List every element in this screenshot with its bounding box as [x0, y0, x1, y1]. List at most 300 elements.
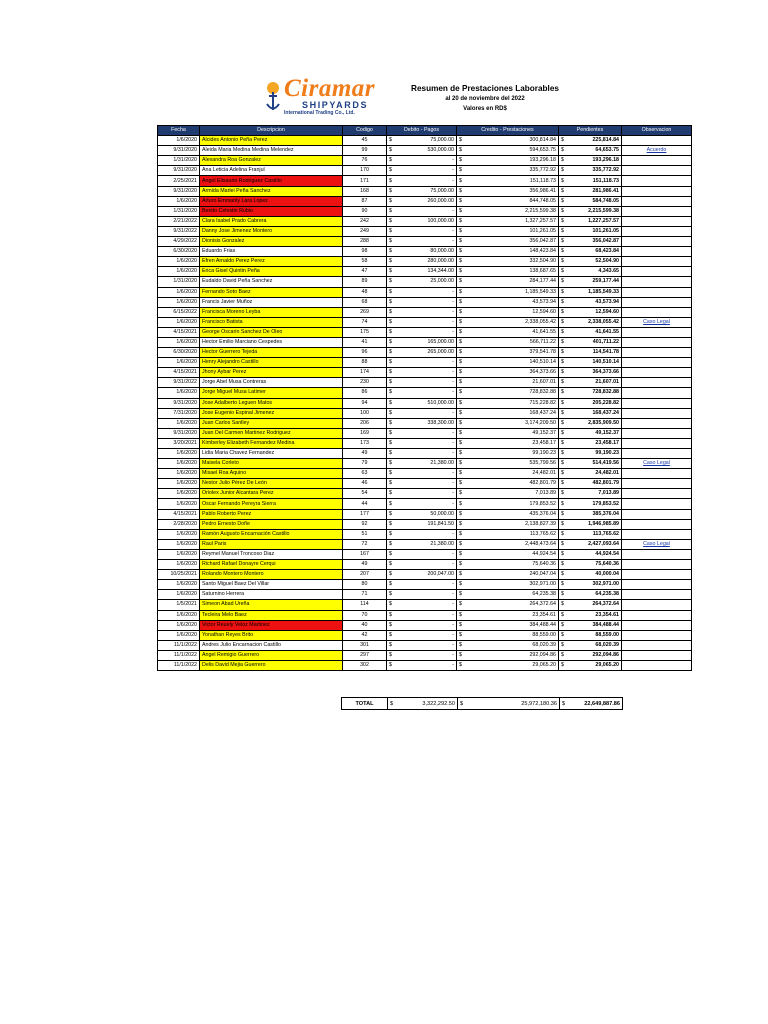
cell-debito-symbol: $: [387, 489, 395, 499]
cell-pendientes-symbol: $: [559, 539, 567, 549]
table-row: [158, 287, 692, 297]
cell-pendientes-symbol: $: [559, 640, 567, 650]
cell-debito: -: [395, 358, 457, 368]
cell-codigo: 174: [343, 368, 387, 378]
cell-descripcion: Tecleira Melo Baez: [200, 610, 343, 620]
cell-pendientes: 193,296.18: [567, 156, 622, 166]
cell-credito: 435,376.04: [465, 509, 559, 519]
cell-credito: 193,296.18: [465, 156, 559, 166]
cell-observacion: [622, 660, 692, 670]
table-row: [158, 620, 692, 630]
cell-credito-symbol: $: [457, 418, 465, 428]
cell-fecha: 2/21/2022: [158, 216, 200, 226]
cell-debito-symbol: $: [387, 509, 395, 519]
table-row: [158, 630, 692, 640]
cell-credito-symbol: $: [457, 549, 465, 559]
cell-fecha: 2/25/2021: [158, 176, 200, 186]
cell-descripcion: Alcides Antonio Peña Perez: [200, 136, 343, 146]
cell-debito: -: [395, 378, 457, 388]
cell-credito-symbol: $: [457, 620, 465, 630]
table-row: [158, 418, 692, 428]
cell-fecha: 6/15/2022: [158, 307, 200, 317]
cell-debito-symbol: $: [387, 620, 395, 630]
cell-debito-symbol: $: [387, 428, 395, 438]
cell-observacion: [622, 368, 692, 378]
cell-descripcion: Eduardo Frias: [200, 247, 343, 257]
col-header-debito: Debito - Pagos: [387, 126, 457, 136]
cell-debito: -: [395, 650, 457, 660]
cell-debito: -: [395, 297, 457, 307]
cell-pendientes-symbol: $: [559, 459, 567, 469]
cell-pendientes-symbol: $: [559, 499, 567, 509]
cell-credito-symbol: $: [457, 337, 465, 347]
cell-credito: 2,138,827.39: [465, 519, 559, 529]
cell-codigo: 302: [343, 660, 387, 670]
cell-fecha: 9/31/2022: [158, 226, 200, 236]
table-row: [158, 196, 692, 206]
cell-debito-symbol: $: [387, 560, 395, 570]
cell-observacion: [622, 560, 692, 570]
cell-descripcion: Misael Roa Aquino: [200, 469, 343, 479]
cell-codigo: 63: [343, 469, 387, 479]
cell-observacion: [622, 348, 692, 358]
cell-pendientes: 292,094.86: [567, 650, 622, 660]
cell-credito: 148,423.84: [465, 247, 559, 257]
cell-pendientes: 68,020.39: [567, 640, 622, 650]
cell-codigo: 168: [343, 186, 387, 196]
cell-credito-symbol: $: [457, 610, 465, 620]
table-row: [158, 600, 692, 610]
cell-fecha: 9/31/2020: [158, 186, 200, 196]
cell-debito-symbol: $: [387, 368, 395, 378]
cell-observacion: [622, 610, 692, 620]
cell-credito: 844,748.05: [465, 196, 559, 206]
cell-debito-symbol: $: [387, 580, 395, 590]
cell-credito-symbol: $: [457, 206, 465, 216]
cell-fecha: 4/15/2021: [158, 368, 200, 378]
cell-pendientes-symbol: $: [559, 489, 567, 499]
cell-pendientes: 140,510.14: [567, 358, 622, 368]
cell-pendientes: 1,946,985.89: [567, 519, 622, 529]
cell-descripcion: Saturnino Herrera: [200, 590, 343, 600]
cell-pendientes: 264,372.64: [567, 600, 622, 610]
cell-credito-symbol: $: [457, 226, 465, 236]
cell-descripcion: Pedro Ernesto Doñe: [200, 519, 343, 529]
cell-fecha: 6/30/2020: [158, 247, 200, 257]
cell-debito: 21,380.00: [395, 539, 457, 549]
cell-codigo: 207: [343, 570, 387, 580]
logo-tagline: International Trading Co., Ltd.: [284, 110, 355, 116]
cell-debito-symbol: $: [387, 267, 395, 277]
cell-credito: 23,354.61: [465, 610, 559, 620]
cell-pendientes-symbol: $: [559, 277, 567, 287]
benefits-table: [157, 125, 692, 671]
table-row: [158, 358, 692, 368]
cell-debito: 21,380.00: [395, 459, 457, 469]
report-currency: Valores en RD$: [463, 106, 507, 112]
cell-debito: -: [395, 317, 457, 327]
cell-credito: 101,261.05: [465, 226, 559, 236]
cell-debito: -: [395, 438, 457, 448]
table-row: [158, 368, 692, 378]
cell-codigo: 44: [343, 499, 387, 509]
table-row: [158, 378, 692, 388]
cell-codigo: 58: [343, 257, 387, 267]
logo-wordmark: Ciramar: [284, 75, 376, 102]
cell-descripcion: Oriolex Junior Alcantara Perez: [200, 489, 343, 499]
table-row: [158, 226, 692, 236]
cell-fecha: 1/6/2020: [158, 136, 200, 146]
cell-debito-symbol: $: [387, 176, 395, 186]
cell-pendientes: 168,437.24: [567, 408, 622, 418]
cell-credito-symbol: $: [457, 257, 465, 267]
cell-observacion: [622, 428, 692, 438]
cell-debito: -: [395, 479, 457, 489]
cell-credito: 356,986.41: [465, 186, 559, 196]
cell-debito: 165,000.00: [395, 337, 457, 347]
cell-descripcion: Francis Javier Muñoz: [200, 297, 343, 307]
cell-pendientes-symbol: $: [559, 317, 567, 327]
cell-observacion: [622, 327, 692, 337]
cell-observacion: [622, 469, 692, 479]
cell-fecha: 4/15/2021: [158, 509, 200, 519]
cell-pendientes-symbol: $: [559, 509, 567, 519]
cell-descripcion: Eudaldo David Peña Sanchez: [200, 277, 343, 287]
cell-pendientes-symbol: $: [559, 146, 567, 156]
cell-pendientes-symbol: $: [559, 348, 567, 358]
cell-credito: 1,185,549.33: [465, 287, 559, 297]
cell-debito: 75,000.00: [395, 136, 457, 146]
cell-credito: 566,711.22: [465, 337, 559, 347]
cell-pendientes: 99,190.23: [567, 449, 622, 459]
cell-pendientes-symbol: $: [559, 358, 567, 368]
cell-credito-symbol: $: [457, 499, 465, 509]
observacion-link[interactable]: Caso Legal: [643, 460, 670, 467]
observacion-link[interactable]: Caso Legal: [643, 318, 670, 325]
col-header-fecha: Fecha: [158, 126, 200, 136]
table-row: [158, 156, 692, 166]
table-row: [158, 640, 692, 650]
cell-descripcion: Oscar Fernando Pereyra Sierra: [200, 499, 343, 509]
cell-debito-symbol: $: [387, 257, 395, 267]
cell-credito-symbol: $: [457, 267, 465, 277]
cell-pendientes: 29,065.20: [567, 660, 622, 670]
cell-pendientes-symbol: $: [559, 418, 567, 428]
table-row: [158, 519, 692, 529]
cell-fecha: 1/6/2020: [158, 267, 200, 277]
cell-fecha: 1/6/2020: [158, 297, 200, 307]
cell-credito-symbol: $: [457, 388, 465, 398]
cell-credito-symbol: $: [457, 398, 465, 408]
cell-debito: 510,000.00: [395, 398, 457, 408]
table-row: [158, 166, 692, 176]
total-credito: 25,972,180.36: [466, 698, 560, 710]
cell-debito: -: [395, 590, 457, 600]
cell-codigo: 48: [343, 287, 387, 297]
cell-debito-symbol: $: [387, 469, 395, 479]
table-row: [158, 327, 692, 337]
cell-pendientes: 728,832.88: [567, 388, 622, 398]
cell-credito-symbol: $: [457, 237, 465, 247]
cell-observacion: [622, 590, 692, 600]
cell-pendientes: 52,504.90: [567, 257, 622, 267]
observacion-link[interactable]: Caso Legal: [643, 540, 670, 547]
company-logo: [262, 75, 392, 118]
cell-credito-symbol: $: [457, 529, 465, 539]
cell-credito-symbol: $: [457, 358, 465, 368]
cell-codigo: 96: [343, 348, 387, 358]
cell-descripcion: Andres Julio Encarnacion Castillo: [200, 640, 343, 650]
cell-codigo: 169: [343, 428, 387, 438]
cell-debito-symbol: $: [387, 438, 395, 448]
cell-credito-symbol: $: [457, 287, 465, 297]
cell-debito: -: [395, 529, 457, 539]
cell-codigo: 45: [343, 136, 387, 146]
cell-credito-symbol: $: [457, 479, 465, 489]
cell-debito-symbol: $: [387, 459, 395, 469]
cell-codigo: 46: [343, 479, 387, 489]
cell-debito-symbol: $: [387, 388, 395, 398]
cell-debito: 191,841.50: [395, 519, 457, 529]
cell-credito: 44,924.54: [465, 549, 559, 559]
cell-descripcion: Arturo Emmanly Lara Lopez: [200, 196, 343, 206]
cell-fecha: 9/31/2022: [158, 378, 200, 388]
table-row: [158, 590, 692, 600]
cell-pendientes: 335,772.92: [567, 166, 622, 176]
cell-credito-symbol: $: [457, 560, 465, 570]
cell-debito: 280,000.00: [395, 257, 457, 267]
cell-credito-symbol: $: [457, 277, 465, 287]
cell-credito: 75,640.36: [465, 560, 559, 570]
cell-debito-symbol: $: [387, 317, 395, 327]
cell-credito-symbol: $: [457, 247, 465, 257]
cell-pendientes-symbol: $: [559, 600, 567, 610]
cell-codigo: 242: [343, 216, 387, 226]
cell-debito-symbol: $: [387, 206, 395, 216]
cell-credito-symbol: $: [457, 378, 465, 388]
cell-descripcion: Maisela Corleto: [200, 459, 343, 469]
cell-codigo: 177: [343, 509, 387, 519]
cell-debito-symbol: $: [387, 307, 395, 317]
cell-credito-symbol: $: [457, 348, 465, 358]
cell-descripcion: Erica Gisel Quintin Peña: [200, 267, 343, 277]
cell-pendientes-symbol: $: [559, 660, 567, 670]
cell-pendientes: 2,835,909.50: [567, 418, 622, 428]
table-row: [158, 489, 692, 499]
table-row: [158, 206, 692, 216]
cell-codigo: 70: [343, 610, 387, 620]
cell-descripcion: Nestor Julio Pérez De León: [200, 479, 343, 489]
cell-debito-symbol: $: [387, 348, 395, 358]
table-row: [158, 388, 692, 398]
cell-fecha: 9/31/2020: [158, 166, 200, 176]
cell-observacion: [622, 186, 692, 196]
cell-observacion: [622, 489, 692, 499]
cell-codigo: 87: [343, 196, 387, 206]
cell-debito-symbol: $: [387, 610, 395, 620]
cell-fecha: 3/20/2021: [158, 438, 200, 448]
cell-debito: -: [395, 549, 457, 559]
cell-fecha: 11/1/2022: [158, 660, 200, 670]
cell-observacion: [622, 509, 692, 519]
cell-observacion: [622, 196, 692, 206]
cell-codigo: 72: [343, 539, 387, 549]
table-row: [158, 499, 692, 509]
cell-credito: 364,373.66: [465, 368, 559, 378]
table-row: [158, 449, 692, 459]
cell-pendientes-symbol: $: [559, 297, 567, 307]
cell-debito: 50,000.00: [395, 509, 457, 519]
cell-fecha: 1/6/2020: [158, 610, 200, 620]
cell-observacion: [622, 519, 692, 529]
table-row: [158, 610, 692, 620]
cell-pendientes-symbol: $: [559, 560, 567, 570]
table-row: [158, 549, 692, 559]
cell-pendientes: 4,343.65: [567, 267, 622, 277]
cell-debito-symbol: $: [387, 529, 395, 539]
cell-pendientes-symbol: $: [559, 378, 567, 388]
cell-descripcion: Pablo Roberto Perez: [200, 509, 343, 519]
cell-debito: -: [395, 408, 457, 418]
cell-codigo: 47: [343, 267, 387, 277]
col-header-pendientes: Pendientes: [559, 126, 622, 136]
cell-descripcion: Rolando Montero Montero: [200, 570, 343, 580]
cell-credito: 3,174,209.50: [465, 418, 559, 428]
cell-credito: 23,458.17: [465, 438, 559, 448]
cell-debito: 338,300.00: [395, 418, 457, 428]
cell-observacion: [622, 529, 692, 539]
cell-debito: -: [395, 368, 457, 378]
cell-pendientes: 43,573.94: [567, 297, 622, 307]
cell-debito-symbol: $: [387, 277, 395, 287]
cell-debito-symbol: $: [387, 378, 395, 388]
cell-credito-symbol: $: [457, 146, 465, 156]
cell-descripcion: Simeon Abad Ureña: [200, 600, 343, 610]
cell-debito: 200,047.00: [395, 570, 457, 580]
cell-codigo: 86: [343, 388, 387, 398]
cell-pendientes: 225,814.84: [567, 136, 622, 146]
cell-credito-symbol: $: [457, 489, 465, 499]
cell-descripcion: Dionisis Gonzalez: [200, 237, 343, 247]
cell-pendientes-symbol: $: [559, 368, 567, 378]
report-title: Resumen de Prestaciones Laborables: [411, 84, 559, 93]
cell-fecha: 1/6/2020: [158, 469, 200, 479]
cell-codigo: 171: [343, 176, 387, 186]
table-header-row: [158, 126, 692, 136]
cell-fecha: 1/6/2020: [158, 317, 200, 327]
cell-observacion: [622, 337, 692, 347]
cell-pendientes: 49,152.37: [567, 428, 622, 438]
cell-pendientes: 2,427,093.64: [567, 539, 622, 549]
total-pendientes: 22,649,887.86: [568, 698, 623, 710]
table-row: [158, 186, 692, 196]
cell-credito-symbol: $: [457, 216, 465, 226]
cell-fecha: 1/6/2020: [158, 196, 200, 206]
cell-codigo: 297: [343, 650, 387, 660]
cell-fecha: 1/6/2020: [158, 479, 200, 489]
cell-observacion: [622, 459, 692, 469]
cell-observacion: [622, 620, 692, 630]
cell-pendientes: 64,653.75: [567, 146, 622, 156]
cell-observacion: [622, 216, 692, 226]
cell-debito: -: [395, 166, 457, 176]
cell-codigo: 173: [343, 438, 387, 448]
cell-pendientes: 114,541.78: [567, 348, 622, 358]
cell-debito: 75,000.00: [395, 186, 457, 196]
cell-debito-symbol: $: [387, 196, 395, 206]
cell-fecha: 1/6/2020: [158, 388, 200, 398]
cell-debito-symbol: $: [387, 418, 395, 428]
table-row: [158, 176, 692, 186]
cell-fecha: 2/28/2020: [158, 519, 200, 529]
table-row: [158, 398, 692, 408]
cell-fecha: 1/6/2020: [158, 337, 200, 347]
cell-debito: -: [395, 610, 457, 620]
cell-codigo: 230: [343, 378, 387, 388]
cell-debito-symbol: $: [387, 408, 395, 418]
col-header-observacion: Observacion: [622, 126, 692, 136]
cell-pendientes: 101,261.05: [567, 226, 622, 236]
cell-debito: -: [395, 237, 457, 247]
cell-observacion: [622, 287, 692, 297]
cell-codigo: 42: [343, 630, 387, 640]
cell-observacion: [622, 479, 692, 489]
cell-fecha: 6/30/2020: [158, 348, 200, 358]
cell-pendientes: 482,801.79: [567, 479, 622, 489]
cell-codigo: 79: [343, 459, 387, 469]
total-label: TOTAL: [342, 698, 388, 710]
cell-pendientes-symbol: $: [559, 529, 567, 539]
cell-credito-symbol: $: [457, 600, 465, 610]
observacion-link[interactable]: Acuerdo: [646, 147, 667, 154]
cell-pendientes-symbol: $: [559, 449, 567, 459]
table-row: [158, 146, 692, 156]
cell-fecha: 1/31/2020: [158, 277, 200, 287]
col-header-descripcion: Descripcion: [200, 126, 343, 136]
cell-codigo: 301: [343, 640, 387, 650]
cell-descripcion: Yonathan Reyes Brito: [200, 630, 343, 640]
cell-observacion: [622, 277, 692, 287]
cell-codigo: 49: [343, 449, 387, 459]
cell-descripcion: Juan Del Carmen Martinez Rodriguez: [200, 428, 343, 438]
table-row: [158, 570, 692, 580]
cell-pendientes: 302,971.00: [567, 580, 622, 590]
cell-debito-symbol: $: [387, 166, 395, 176]
cell-pendientes: 401,711.22: [567, 337, 622, 347]
cell-observacion: [622, 398, 692, 408]
cell-credito-symbol: $: [457, 509, 465, 519]
cell-debito-symbol: $: [387, 539, 395, 549]
table-row: [158, 509, 692, 519]
cell-debito: -: [395, 307, 457, 317]
cell-credito: 379,541.78: [465, 348, 559, 358]
cell-debito: -: [395, 428, 457, 438]
table-row: [158, 469, 692, 479]
cell-credito: 302,971.00: [465, 580, 559, 590]
table-row: [158, 257, 692, 267]
cell-codigo: 90: [343, 206, 387, 216]
cell-credito: 138,687.65: [465, 267, 559, 277]
cell-fecha: 1/6/2020: [158, 539, 200, 549]
cell-credito: 300,814.84: [465, 136, 559, 146]
cell-codigo: 175: [343, 327, 387, 337]
cell-pendientes: 44,924.54: [567, 549, 622, 559]
cell-debito: 134,344.00: [395, 267, 457, 277]
cell-credito: 12,594.60: [465, 307, 559, 317]
cell-pendientes-symbol: $: [559, 580, 567, 590]
cell-fecha: 1/6/2020: [158, 529, 200, 539]
cell-debito-symbol: $: [387, 549, 395, 559]
